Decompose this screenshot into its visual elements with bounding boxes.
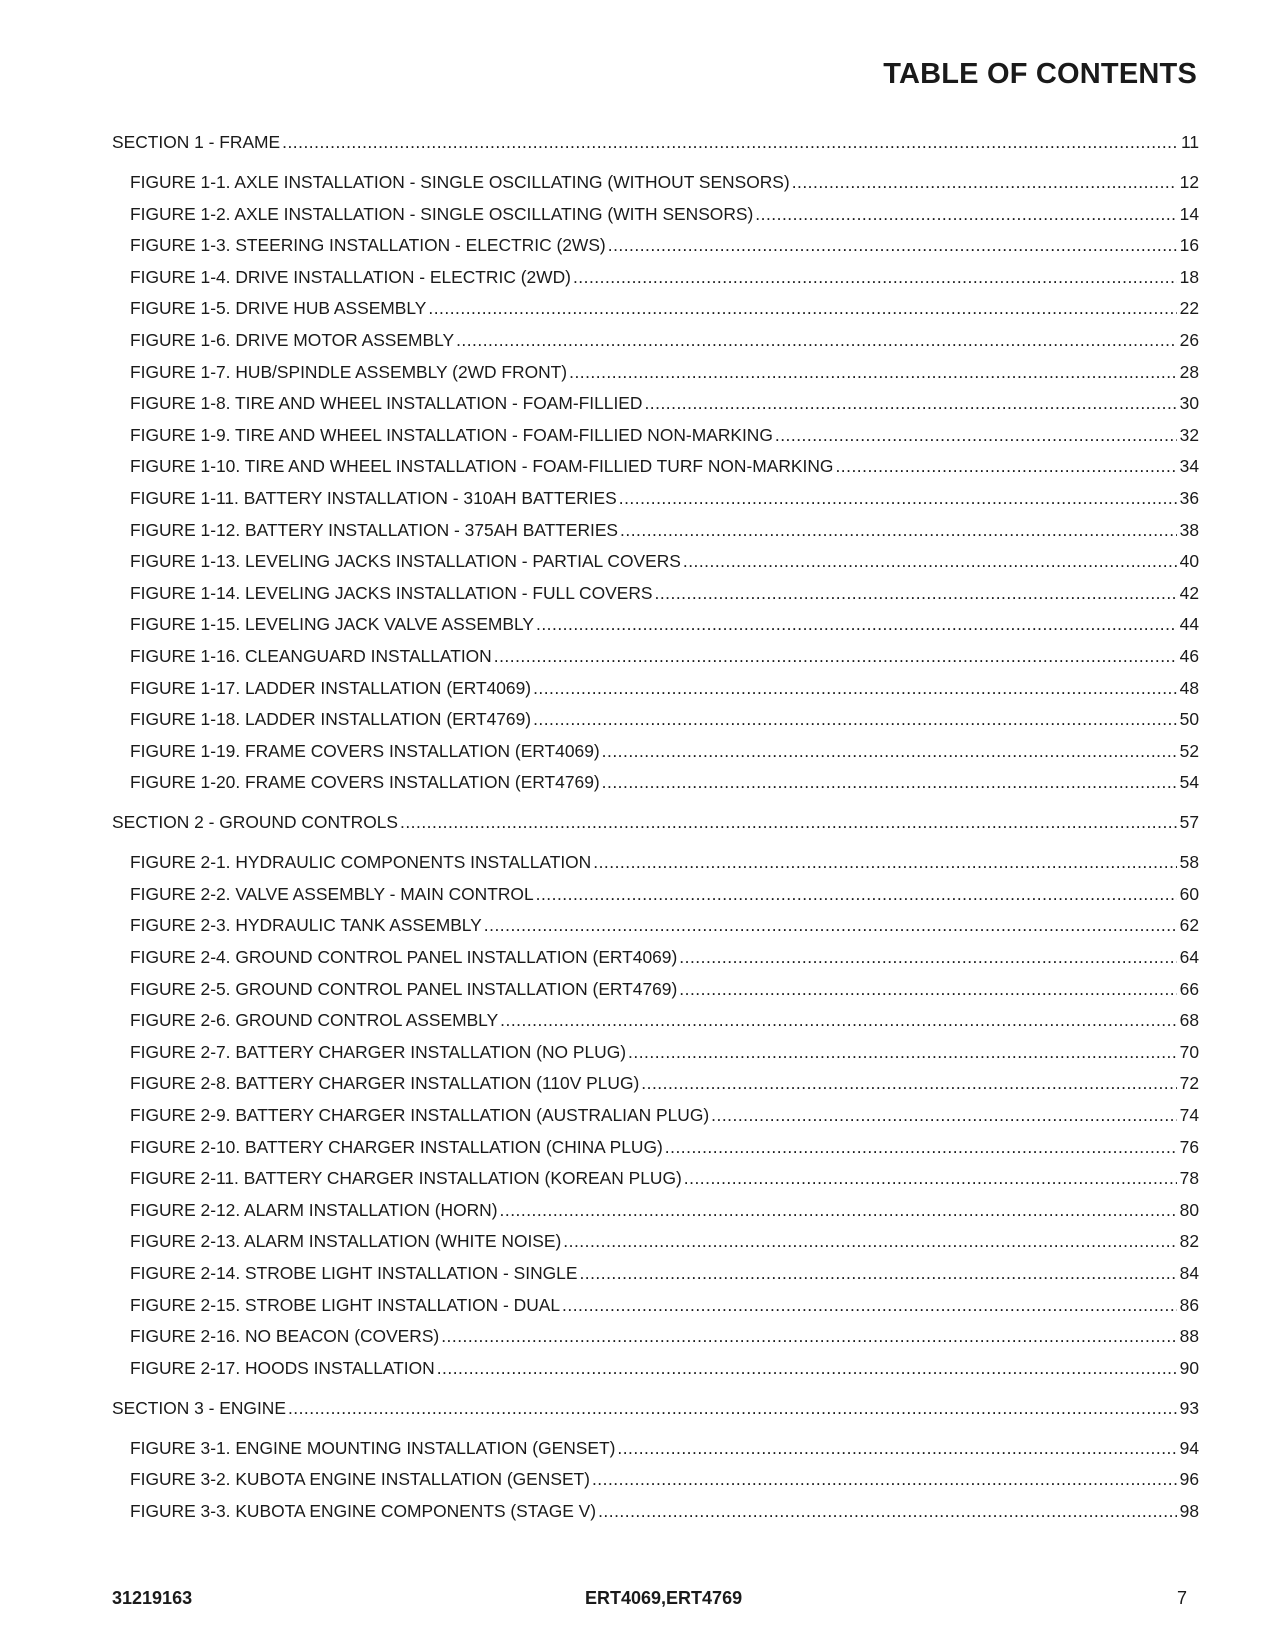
toc-entry-label: FIGURE 2-11. BATTERY CHARGER INSTALLATION (KOREAN PLUG) bbox=[130, 1168, 682, 1189]
toc-entry-page: 64 bbox=[1179, 947, 1199, 968]
toc-entry-page: 68 bbox=[1179, 1010, 1199, 1031]
toc-entry-page: 34 bbox=[1179, 456, 1199, 477]
toc-figure-entry[interactable] bbox=[112, 646, 1199, 667]
toc-entry-label: FIGURE 2-14. STROBE LIGHT INSTALLATION - SINGLE bbox=[130, 1263, 578, 1283]
toc-entry-page: 80 bbox=[1179, 1199, 1199, 1220]
toc-section-entry[interactable] bbox=[112, 812, 1199, 833]
toc-figure-entry[interactable] bbox=[112, 979, 1199, 1000]
toc-figure-entry[interactable] bbox=[112, 614, 1199, 635]
toc-figure-entry[interactable] bbox=[112, 741, 1199, 762]
toc-figure-entry[interactable] bbox=[112, 393, 1199, 414]
toc-entry-page: 22 bbox=[1179, 298, 1199, 319]
toc-figure-entry[interactable] bbox=[112, 884, 1199, 905]
toc-figure-entry[interactable] bbox=[112, 1326, 1199, 1347]
toc-figure-entry[interactable] bbox=[112, 1042, 1199, 1063]
toc-entry-label: FIGURE 2-16. NO BEACON (COVERS) bbox=[130, 1326, 440, 1347]
toc-entry-page: 48 bbox=[1179, 677, 1199, 698]
toc-entry-page: 16 bbox=[1179, 235, 1199, 256]
toc-entry-label: FIGURE 2-7. BATTERY CHARGER INSTALLATION (NO PLUG) bbox=[130, 1041, 627, 1062]
toc-entry-label: SECTION 2 - GROUND CONTROLS bbox=[112, 812, 399, 833]
toc-entry-page: 82 bbox=[1179, 1231, 1199, 1252]
toc-entry-page: 46 bbox=[1179, 645, 1199, 666]
toc-entry-label: FIGURE 2-3. HYDRAULIC TANK ASSEMBLY bbox=[130, 915, 482, 936]
toc-entry-label: FIGURE 1-2. AXLE INSTALLATION - SINGLE OSCILLATING (WITH SENSORS) bbox=[130, 203, 754, 224]
dot-leader bbox=[563, 1231, 1176, 1252]
toc-figure-entry[interactable] bbox=[112, 1105, 1199, 1126]
toc-figure-entry[interactable] bbox=[112, 1438, 1199, 1459]
toc-figure-entry[interactable] bbox=[112, 551, 1199, 572]
toc-entry-label: FIGURE 2-5. GROUND CONTROL PANEL INSTALLATION (ERT4769) bbox=[130, 978, 678, 999]
toc-figure-entry[interactable] bbox=[112, 1231, 1199, 1252]
dot-leader bbox=[592, 1469, 1177, 1490]
dot-leader bbox=[500, 1200, 1177, 1221]
toc-entry-page: 52 bbox=[1179, 740, 1199, 761]
dot-leader bbox=[428, 298, 1176, 319]
dot-leader bbox=[282, 132, 1178, 153]
dot-leader bbox=[494, 646, 1177, 667]
toc-entry-label: FIGURE 2-17. HOODS INSTALLATION bbox=[130, 1357, 435, 1378]
toc-entry-label: FIGURE 2-1. HYDRAULIC COMPONENTS INSTALLATION bbox=[130, 852, 592, 873]
footer-page-number: 7 bbox=[1176, 1588, 1187, 1608]
toc-figure-entry[interactable] bbox=[112, 915, 1199, 936]
toc-entry-page: 72 bbox=[1179, 1073, 1199, 1094]
toc-figure-entry[interactable] bbox=[112, 1200, 1199, 1221]
toc-entry-label: FIGURE 1-9. TIRE AND WHEEL INSTALLATION - FOAM-FILLIED NON-MARKING bbox=[130, 424, 773, 445]
toc-entry-page: 30 bbox=[1179, 393, 1199, 414]
toc-entry-page: 78 bbox=[1179, 1168, 1199, 1189]
dot-leader bbox=[679, 947, 1176, 968]
dot-leader bbox=[500, 1010, 1176, 1031]
dot-leader bbox=[484, 915, 1177, 936]
toc-entry-page: 93 bbox=[1179, 1397, 1199, 1418]
toc-figure-entry[interactable] bbox=[112, 488, 1199, 509]
toc-entry-page: 26 bbox=[1179, 329, 1199, 350]
toc-section-entry[interactable] bbox=[112, 132, 1199, 153]
toc-entry-label: FIGURE 1-5. DRIVE HUB ASSEMBLY bbox=[130, 298, 427, 319]
table-of-contents bbox=[112, 132, 1199, 1522]
toc-entry-label: FIGURE 2-12. ALARM INSTALLATION (HORN) bbox=[130, 1199, 498, 1220]
toc-figure-entry[interactable] bbox=[112, 1010, 1199, 1031]
dot-leader bbox=[441, 1326, 1176, 1347]
toc-figure-entry[interactable] bbox=[112, 1469, 1199, 1490]
dot-leader bbox=[536, 884, 1177, 905]
toc-figure-entry[interactable] bbox=[112, 852, 1199, 873]
toc-entry-label: SECTION 3 - ENGINE bbox=[112, 1397, 286, 1418]
toc-entry-page: 11 bbox=[1180, 132, 1199, 152]
toc-figure-entry[interactable] bbox=[112, 425, 1199, 446]
dot-leader bbox=[835, 456, 1176, 477]
toc-figure-entry[interactable] bbox=[112, 1501, 1199, 1522]
toc-figure-entry[interactable] bbox=[112, 520, 1199, 541]
dot-leader bbox=[608, 235, 1177, 256]
toc-entry-page: 76 bbox=[1179, 1136, 1199, 1157]
toc-figure-entry[interactable] bbox=[112, 1358, 1199, 1379]
toc-entry-page: 70 bbox=[1179, 1041, 1199, 1062]
toc-entry-label: FIGURE 1-18. LADDER INSTALLATION (ERT4769) bbox=[130, 709, 532, 730]
toc-entry-label: FIGURE 3-3. KUBOTA ENGINE COMPONENTS (STAGE V) bbox=[130, 1500, 597, 1521]
dot-leader bbox=[641, 1073, 1176, 1094]
toc-entry-label: FIGURE 2-8. BATTERY CHARGER INSTALLATION (110V PLUG) bbox=[130, 1073, 640, 1094]
toc-figure-entry[interactable] bbox=[112, 204, 1199, 225]
toc-entry-page: 84 bbox=[1179, 1263, 1199, 1283]
toc-entry-page: 90 bbox=[1179, 1357, 1199, 1378]
footer-model: ERT4069,ERT4769 bbox=[585, 1588, 743, 1608]
toc-entry-page: 38 bbox=[1179, 519, 1199, 540]
dot-leader bbox=[573, 267, 1177, 288]
toc-figure-entry[interactable] bbox=[112, 583, 1199, 604]
toc-entry-page: 98 bbox=[1179, 1500, 1199, 1521]
footer-doc-number: 31219163 bbox=[112, 1588, 193, 1608]
toc-figure-entry[interactable] bbox=[112, 1137, 1199, 1158]
page-title: TABLE OF CONTENTS bbox=[883, 58, 1197, 90]
toc-figure-entry[interactable] bbox=[112, 772, 1199, 793]
dot-leader bbox=[602, 741, 1177, 762]
dot-leader bbox=[655, 583, 1177, 604]
dot-leader bbox=[533, 709, 1177, 730]
toc-entry-page: 12 bbox=[1179, 172, 1199, 192]
dot-leader bbox=[593, 852, 1176, 873]
toc-entry-label: FIGURE 2-15. STROBE LIGHT INSTALLATION - DUAL bbox=[130, 1294, 561, 1315]
toc-entry-label: FIGURE 2-13. ALARM INSTALLATION (WHITE NOISE) bbox=[130, 1231, 562, 1252]
toc-entry-label: FIGURE 1-4. DRIVE INSTALLATION - ELECTRIC (2WD) bbox=[130, 266, 571, 287]
toc-figure-entry[interactable] bbox=[112, 1295, 1199, 1316]
dot-leader bbox=[628, 1042, 1177, 1063]
toc-figure-entry[interactable] bbox=[112, 947, 1199, 968]
toc-entry-label: FIGURE 2-6. GROUND CONTROL ASSEMBLY bbox=[130, 1010, 499, 1031]
toc-entry-label: FIGURE 1-15. LEVELING JACK VALVE ASSEMBLY bbox=[130, 614, 534, 635]
toc-figure-entry[interactable] bbox=[112, 1073, 1199, 1094]
toc-entry-label: FIGURE 2-4. GROUND CONTROL PANEL INSTALLATION (ERT4069) bbox=[130, 947, 678, 968]
toc-entry-label: FIGURE 1-11. BATTERY INSTALLATION - 310AH BATTERIES bbox=[130, 487, 617, 508]
dot-leader bbox=[775, 425, 1177, 446]
toc-figure-entry[interactable] bbox=[112, 362, 1199, 383]
dot-leader bbox=[644, 393, 1176, 414]
toc-entry-page: 54 bbox=[1179, 772, 1199, 793]
dot-leader bbox=[569, 362, 1177, 383]
toc-entry-label: FIGURE 1-7. HUB/SPINDLE ASSEMBLY (2WD FRONT) bbox=[130, 361, 568, 382]
toc-entry-page: 74 bbox=[1179, 1105, 1199, 1126]
toc-entry-label: FIGURE 1-17. LADDER INSTALLATION (ERT4069) bbox=[130, 677, 532, 698]
toc-entry-page: 60 bbox=[1179, 883, 1199, 904]
toc-entry-page: 96 bbox=[1179, 1469, 1199, 1490]
toc-figure-entry[interactable] bbox=[112, 330, 1199, 351]
toc-figure-entry[interactable] bbox=[112, 1263, 1199, 1284]
toc-entry-label: FIGURE 1-14. LEVELING JACKS INSTALLATION - FULL COVERS bbox=[130, 582, 653, 603]
dot-leader bbox=[288, 1398, 1177, 1419]
toc-entry-page: 18 bbox=[1179, 266, 1199, 287]
toc-figure-entry[interactable] bbox=[112, 172, 1199, 193]
toc-figure-entry[interactable] bbox=[112, 235, 1199, 256]
toc-entry-label: FIGURE 3-1. ENGINE MOUNTING INSTALLATION (GENSET) bbox=[130, 1437, 616, 1458]
toc-entry-label: FIGURE 1-10. TIRE AND WHEEL INSTALLATION - FOAM-FILLIED TURF NON-MARKING bbox=[130, 456, 834, 477]
toc-entry-label: FIGURE 1-8. TIRE AND WHEEL INSTALLATION - FOAM-FILLIED bbox=[130, 393, 643, 414]
toc-figure-entry[interactable] bbox=[112, 298, 1199, 319]
dot-leader bbox=[679, 979, 1176, 1000]
toc-entry-page: 94 bbox=[1179, 1437, 1199, 1458]
toc-entry-label: FIGURE 1-12. BATTERY INSTALLATION - 375AH BATTERIES bbox=[130, 519, 619, 540]
toc-entry-label: FIGURE 2-9. BATTERY CHARGER INSTALLATION (AUSTRALIAN PLUG) bbox=[130, 1105, 710, 1126]
toc-entry-page: 66 bbox=[1179, 978, 1199, 999]
dot-leader bbox=[792, 172, 1177, 193]
toc-entry-label: FIGURE 1-3. STEERING INSTALLATION - ELECTRIC (2WS) bbox=[130, 235, 606, 256]
toc-entry-label: SECTION 1 - FRAME bbox=[112, 132, 281, 152]
toc-figure-entry[interactable] bbox=[112, 267, 1199, 288]
toc-section-entry[interactable] bbox=[112, 1398, 1199, 1419]
toc-figure-entry[interactable] bbox=[112, 709, 1199, 730]
dot-leader bbox=[536, 614, 1177, 635]
toc-entry-page: 28 bbox=[1179, 361, 1199, 382]
dot-leader bbox=[456, 330, 1177, 351]
toc-figure-entry[interactable] bbox=[112, 456, 1199, 477]
dot-leader bbox=[579, 1263, 1176, 1284]
dot-leader bbox=[684, 1168, 1177, 1189]
toc-entry-page: 44 bbox=[1179, 614, 1199, 635]
toc-entry-page: 57 bbox=[1179, 812, 1199, 833]
toc-entry-page: 50 bbox=[1179, 709, 1199, 730]
dot-leader bbox=[617, 1438, 1176, 1459]
dot-leader bbox=[665, 1137, 1177, 1158]
dot-leader bbox=[620, 520, 1177, 541]
toc-entry-label: FIGURE 1-13. LEVELING JACKS INSTALLATION - PARTIAL COVERS bbox=[130, 551, 681, 572]
toc-entry-label: FIGURE 1-19. FRAME COVERS INSTALLATION (ERT4069) bbox=[130, 740, 600, 761]
toc-entry-page: 62 bbox=[1179, 915, 1199, 936]
page-footer bbox=[112, 1588, 1187, 1612]
toc-entry-label: FIGURE 1-1. AXLE INSTALLATION - SINGLE OSCILLATING (WITHOUT SENSORS) bbox=[130, 172, 790, 192]
toc-entry-label: FIGURE 3-2. KUBOTA ENGINE INSTALLATION (GENSET) bbox=[130, 1469, 590, 1490]
toc-figure-entry[interactable] bbox=[112, 1168, 1199, 1189]
toc-entry-label: FIGURE 1-20. FRAME COVERS INSTALLATION (ERT4769) bbox=[130, 772, 600, 793]
toc-entry-label: FIGURE 1-6. DRIVE MOTOR ASSEMBLY bbox=[130, 329, 455, 350]
dot-leader bbox=[562, 1295, 1177, 1316]
toc-entry-label: FIGURE 2-10. BATTERY CHARGER INSTALLATION (CHINA PLUG) bbox=[130, 1136, 663, 1157]
toc-entry-page: 88 bbox=[1179, 1326, 1199, 1347]
dot-leader bbox=[619, 488, 1177, 509]
toc-entry-page: 40 bbox=[1179, 551, 1199, 572]
toc-entry-page: 42 bbox=[1179, 582, 1199, 603]
dot-leader bbox=[437, 1358, 1177, 1379]
toc-entry-page: 86 bbox=[1179, 1294, 1199, 1315]
dot-leader bbox=[683, 551, 1177, 572]
dot-leader bbox=[755, 204, 1176, 225]
toc-entry-page: 58 bbox=[1179, 852, 1199, 873]
dot-leader bbox=[602, 772, 1177, 793]
toc-entry-page: 32 bbox=[1179, 424, 1199, 445]
toc-entry-label: FIGURE 1-16. CLEANGUARD INSTALLATION bbox=[130, 645, 492, 666]
toc-entry-label: FIGURE 2-2. VALVE ASSEMBLY - MAIN CONTROL bbox=[130, 883, 534, 904]
toc-entry-page: 36 bbox=[1179, 487, 1199, 508]
toc-entry-page: 14 bbox=[1179, 203, 1199, 224]
dot-leader bbox=[400, 812, 1177, 833]
dot-leader bbox=[598, 1501, 1177, 1522]
toc-figure-entry[interactable] bbox=[112, 678, 1199, 699]
dot-leader bbox=[533, 678, 1177, 699]
dot-leader bbox=[711, 1105, 1177, 1126]
